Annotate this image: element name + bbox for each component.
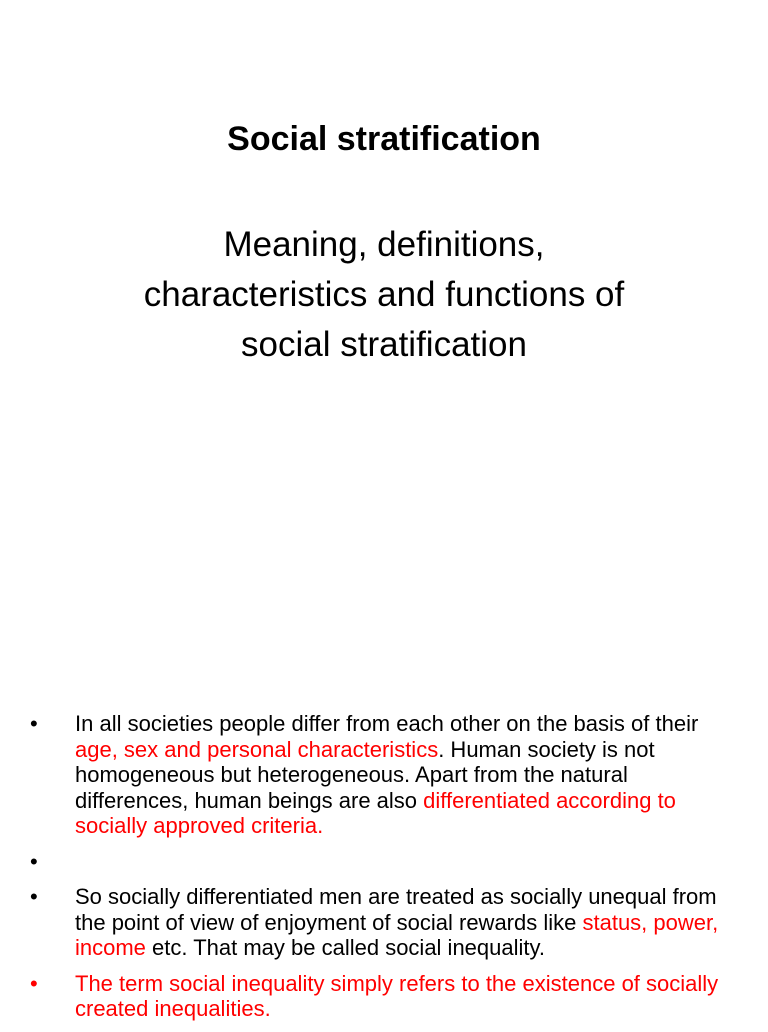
bullet-text: So socially differentiated men are treated as socially unequal from the point of view of enjoyment of social rewards like xyxy=(75,884,717,935)
bullet-icon: • xyxy=(30,848,38,874)
bullet-icon: • xyxy=(30,711,38,736)
bullet-item xyxy=(30,711,735,839)
subtitle-line: Meaning, definitions, xyxy=(223,225,545,264)
bullet-icon: • xyxy=(30,884,38,909)
slide-title: Social stratification xyxy=(227,120,541,158)
bullet-icon: • xyxy=(30,970,38,996)
subtitle-line: characteristics and functions of xyxy=(143,275,625,314)
bullet-item xyxy=(30,971,735,1022)
subtitle-line: social stratification xyxy=(241,325,527,364)
highlight-text: age, sex and personal characteristics xyxy=(75,736,439,762)
highlight-text: The term social inequality simply refers to the existence of socially created inequalities. xyxy=(75,970,719,1021)
highlight-text: differentiated according to socially approved criteria. xyxy=(75,787,676,838)
bullet-text: . Human society is not homogeneous but heterogeneous. Apart from the natural differences, human beings are also xyxy=(75,736,655,813)
bullet-list xyxy=(30,711,735,1032)
bullet-text: etc. That may be called social inequality. xyxy=(145,935,545,960)
bullet-text: In all societies people differ from each other on the basis of their xyxy=(75,711,699,736)
highlight-text: status, power, income xyxy=(75,909,719,960)
slide-subtitle xyxy=(60,220,708,370)
bullet-item xyxy=(30,884,735,961)
bullet-item-empty xyxy=(30,849,735,875)
